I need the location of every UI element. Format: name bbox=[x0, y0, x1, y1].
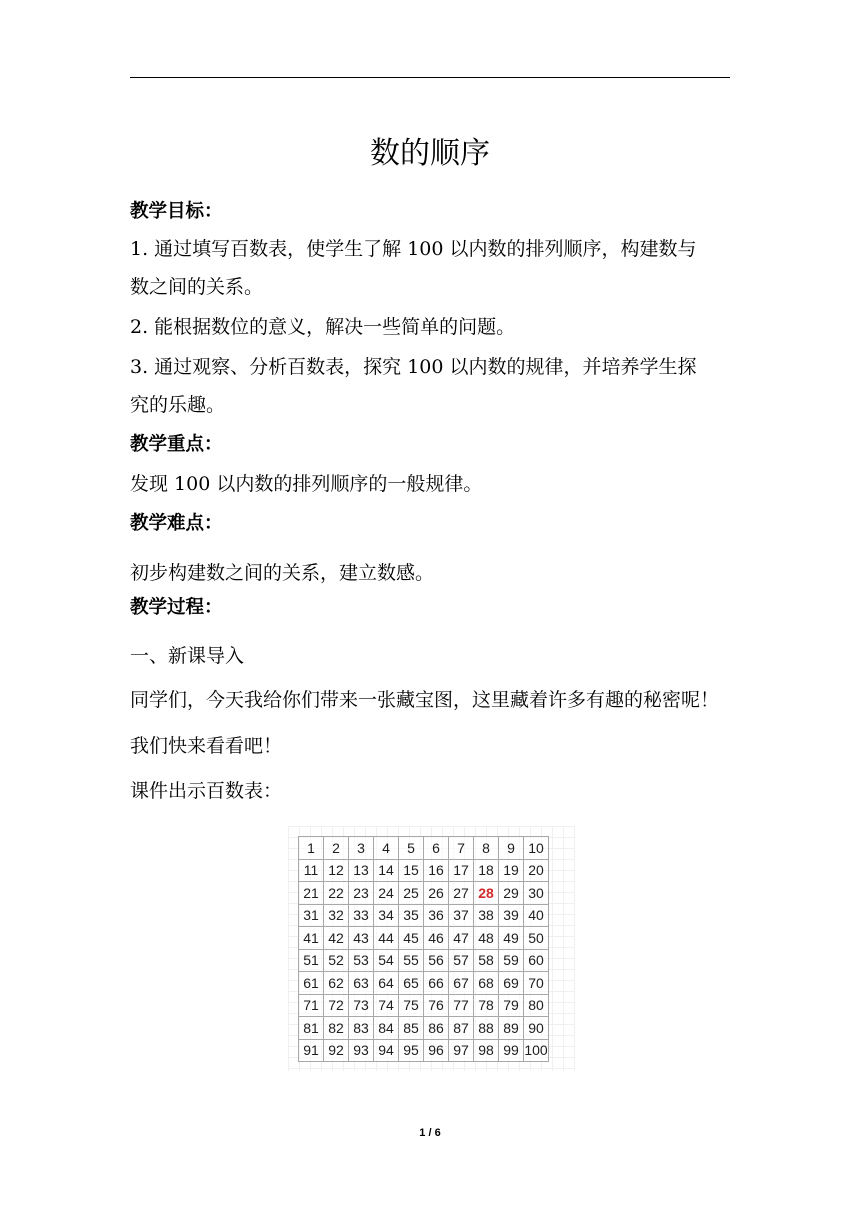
table-cell: 56 bbox=[424, 949, 449, 972]
table-row bbox=[299, 904, 549, 927]
intro-line-1: 同学们，今天我给你们带来一张藏宝图，这里藏着许多有趣的秘密呢！ bbox=[130, 689, 720, 711]
table-cell: 99 bbox=[499, 1039, 524, 1062]
table-cell: 23 bbox=[349, 882, 374, 905]
table-cell: 50 bbox=[524, 927, 549, 950]
process-heading: 教学过程： bbox=[130, 597, 223, 618]
table-cell: 92 bbox=[324, 1039, 349, 1062]
table-cell: 36 bbox=[424, 904, 449, 927]
table-cell: 37 bbox=[449, 904, 474, 927]
table-cell: 34 bbox=[374, 904, 399, 927]
table-cell: 58 bbox=[474, 949, 499, 972]
table-cell: 32 bbox=[324, 904, 349, 927]
difficulties-text: 初步构建数之间的关系，建立数感。 bbox=[130, 562, 435, 584]
table-cell: 40 bbox=[524, 904, 549, 927]
objective-1-line-1: 1. 通过填写百数表，使学生了解 100 以内数的排列顺序，构建数与 bbox=[130, 238, 697, 260]
table-row bbox=[299, 882, 549, 905]
table-cell: 46 bbox=[424, 927, 449, 950]
table-cell: 60 bbox=[524, 949, 549, 972]
table-cell: 81 bbox=[299, 1017, 324, 1040]
table-cell: 29 bbox=[499, 882, 524, 905]
table-cell: 62 bbox=[324, 972, 349, 995]
courseware-caption: 课件出示百数表： bbox=[130, 780, 283, 802]
table-cell: 39 bbox=[499, 904, 524, 927]
table-cell: 64 bbox=[374, 972, 399, 995]
table-cell: 90 bbox=[524, 1017, 549, 1040]
table-cell: 25 bbox=[399, 882, 424, 905]
table-cell: 77 bbox=[449, 994, 474, 1017]
table-cell: 38 bbox=[474, 904, 499, 927]
table-cell: 84 bbox=[374, 1017, 399, 1040]
table-cell: 24 bbox=[374, 882, 399, 905]
table-cell: 43 bbox=[349, 927, 374, 950]
table-cell: 55 bbox=[399, 949, 424, 972]
table-cell: 100 bbox=[524, 1039, 549, 1062]
difficulties-heading: 教学难点： bbox=[130, 513, 223, 534]
objective-2: 2. 能根据数位的意义，解决一些简单的问题。 bbox=[130, 316, 516, 338]
table-cell: 74 bbox=[374, 994, 399, 1017]
key-points-heading: 教学重点： bbox=[130, 434, 223, 455]
table-cell: 17 bbox=[449, 859, 474, 882]
document-title: 数的顺序 bbox=[370, 136, 490, 171]
table-cell: 44 bbox=[374, 927, 399, 950]
table-cell: 89 bbox=[499, 1017, 524, 1040]
table-cell: 47 bbox=[449, 927, 474, 950]
table-cell: 59 bbox=[499, 949, 524, 972]
table-cell: 4 bbox=[374, 837, 399, 860]
table-cell: 68 bbox=[474, 972, 499, 995]
table-cell: 75 bbox=[399, 994, 424, 1017]
table-cell: 87 bbox=[449, 1017, 474, 1040]
objective-1-line-2: 数之间的关系。 bbox=[130, 276, 264, 298]
section-1-heading: 一、新课导入 bbox=[130, 645, 245, 667]
table-row bbox=[299, 1039, 549, 1062]
table-cell: 93 bbox=[349, 1039, 374, 1062]
table-cell: 5 bbox=[399, 837, 424, 860]
table-cell: 85 bbox=[399, 1017, 424, 1040]
table-row bbox=[299, 949, 549, 972]
table-cell: 22 bbox=[324, 882, 349, 905]
table-row bbox=[299, 1017, 549, 1040]
table-row bbox=[299, 927, 549, 950]
table-cell: 41 bbox=[299, 927, 324, 950]
table-cell: 7 bbox=[449, 837, 474, 860]
table-cell: 80 bbox=[524, 994, 549, 1017]
objectives-heading: 教学目标： bbox=[130, 201, 223, 222]
table-cell: 73 bbox=[349, 994, 374, 1017]
table-cell: 1 bbox=[299, 837, 324, 860]
table-row bbox=[299, 837, 549, 860]
table-cell: 96 bbox=[424, 1039, 449, 1062]
table-cell: 26 bbox=[424, 882, 449, 905]
intro-line-2: 我们快来看看吧！ bbox=[130, 735, 283, 757]
table-cell: 15 bbox=[399, 859, 424, 882]
table-row bbox=[299, 994, 549, 1017]
table-cell: 21 bbox=[299, 882, 324, 905]
table-cell: 10 bbox=[524, 837, 549, 860]
table-cell: 11 bbox=[299, 859, 324, 882]
table-cell: 45 bbox=[399, 927, 424, 950]
highlighted-cell: 28 bbox=[474, 882, 499, 905]
table-cell: 83 bbox=[349, 1017, 374, 1040]
table-cell: 6 bbox=[424, 837, 449, 860]
table-cell: 78 bbox=[474, 994, 499, 1017]
table-cell: 53 bbox=[349, 949, 374, 972]
table-cell: 72 bbox=[324, 994, 349, 1017]
hundred-table-image bbox=[288, 826, 575, 1071]
header-rule bbox=[130, 77, 730, 78]
table-cell: 61 bbox=[299, 972, 324, 995]
table-cell: 14 bbox=[374, 859, 399, 882]
table-cell: 27 bbox=[449, 882, 474, 905]
table-cell: 63 bbox=[349, 972, 374, 995]
table-cell: 31 bbox=[299, 904, 324, 927]
table-cell: 70 bbox=[524, 972, 549, 995]
table-row bbox=[299, 859, 549, 882]
table-cell: 88 bbox=[474, 1017, 499, 1040]
table-cell: 79 bbox=[499, 994, 524, 1017]
table-cell: 48 bbox=[474, 927, 499, 950]
table-cell: 42 bbox=[324, 927, 349, 950]
table-cell: 18 bbox=[474, 859, 499, 882]
objective-3-line-2: 究的乐趣。 bbox=[130, 394, 226, 416]
objective-3-line-1: 3. 通过观察、分析百数表，探究 100 以内数的规律，并培养学生探 bbox=[130, 356, 697, 378]
table-cell: 94 bbox=[374, 1039, 399, 1062]
table-cell: 67 bbox=[449, 972, 474, 995]
table-cell: 65 bbox=[399, 972, 424, 995]
table-cell: 12 bbox=[324, 859, 349, 882]
table-cell: 71 bbox=[299, 994, 324, 1017]
table-cell: 69 bbox=[499, 972, 524, 995]
table-cell: 49 bbox=[499, 927, 524, 950]
table-cell: 86 bbox=[424, 1017, 449, 1040]
table-cell: 51 bbox=[299, 949, 324, 972]
page-number: 1 / 6 bbox=[419, 1127, 441, 1139]
table-cell: 98 bbox=[474, 1039, 499, 1062]
table-cell: 19 bbox=[499, 859, 524, 882]
table-cell: 16 bbox=[424, 859, 449, 882]
table-row bbox=[299, 972, 549, 995]
table-cell: 76 bbox=[424, 994, 449, 1017]
key-points-text: 发现 100 以内数的排列顺序的一般规律。 bbox=[130, 473, 483, 495]
table-cell: 9 bbox=[499, 837, 524, 860]
table-cell: 8 bbox=[474, 837, 499, 860]
table-cell: 3 bbox=[349, 837, 374, 860]
table-cell: 95 bbox=[399, 1039, 424, 1062]
table-cell: 54 bbox=[374, 949, 399, 972]
table-cell: 20 bbox=[524, 859, 549, 882]
table-cell: 30 bbox=[524, 882, 549, 905]
table-cell: 33 bbox=[349, 904, 374, 927]
table-cell: 35 bbox=[399, 904, 424, 927]
table-cell: 91 bbox=[299, 1039, 324, 1062]
table-cell: 52 bbox=[324, 949, 349, 972]
table-cell: 66 bbox=[424, 972, 449, 995]
table-cell: 2 bbox=[324, 837, 349, 860]
table-cell: 97 bbox=[449, 1039, 474, 1062]
table-cell: 13 bbox=[349, 859, 374, 882]
hundred-table bbox=[298, 836, 549, 1062]
table-cell: 82 bbox=[324, 1017, 349, 1040]
table-cell: 57 bbox=[449, 949, 474, 972]
